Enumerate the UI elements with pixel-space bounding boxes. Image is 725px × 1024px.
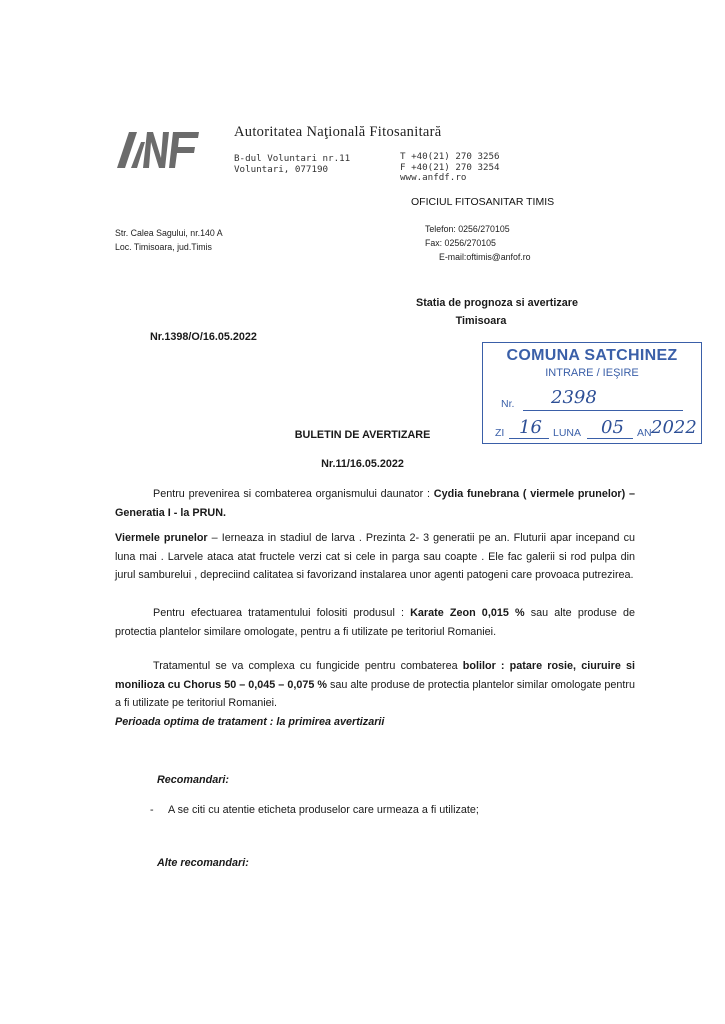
- stamp-title: COMUNA SATCHINEZ: [506, 347, 678, 364]
- stamp-nr-line: [523, 410, 683, 411]
- office-street: Str. Calea Sagului, nr.140 A: [115, 228, 223, 238]
- registration-number: Nr.1398/O/16.05.2022: [150, 331, 257, 343]
- station-name: [416, 294, 579, 330]
- stamp-luna-label: LUNA: [553, 427, 582, 439]
- recommendations-title: Recomandari:: [157, 774, 229, 786]
- authority-web: www.anfdf.ro: [400, 172, 467, 183]
- p2-pest-name: Viermele prunelor: [115, 532, 208, 544]
- office-contact: [425, 222, 531, 264]
- stamp-nr-value: 2398: [551, 387, 597, 408]
- p4-rest: sau alte produse de protectia plantelor similar omologate pentru a fi utilizate pe teritoriul Romaniei.: [115, 678, 635, 709]
- office-fax: Fax: 0256/270105: [425, 238, 496, 248]
- authority-address: [234, 154, 350, 175]
- office-phone: Telefon: 0256/270105: [425, 224, 510, 234]
- bulletin-title: BULETIN DE AVERTIZARE: [294, 429, 431, 441]
- stamp-an-value: 2022: [651, 417, 697, 438]
- stamp-nr-label: Nr.: [501, 398, 515, 410]
- p4-diseases: bolilor : patare rosie, ciuruire si monilioza cu Chorus 50 – 0,045 – 0,075 %: [115, 660, 635, 691]
- bullet-dash: -: [150, 804, 154, 816]
- p2-text: – Ierneaza in stadiul de larva . Prezinta 2- 3 generatii pe an. Fluturii apar incepand cu luna mai . Larvele ataca atat fructele verzi cat si cele in parga sau coapte . Ele fac galerii si rod pulpa din jurul samburelui , depreciind calitatea si favorizand instalarea unor agenti patogeni care provoaca putrezirea.: [115, 532, 635, 581]
- stamp-zi-value: 16: [519, 417, 542, 438]
- paragraph-treatment: [115, 604, 635, 641]
- office-city: Loc. Timisoara, jud.Timis: [115, 242, 212, 252]
- stamp-an-label: AN: [637, 427, 652, 439]
- authority-contact: [400, 152, 500, 184]
- authority-fax: F +40(21) 270 3254: [400, 161, 500, 173]
- station-line-1: Statia de prognoza si avertizare: [416, 297, 579, 309]
- office-address: [115, 226, 223, 254]
- p4-text: Tratamentul se va complexa cu fungicide pentru combaterea: [153, 660, 463, 672]
- authority-phone: T +40(21) 270 3256: [400, 151, 500, 162]
- p3-text: Pentru efectuarea tratamentului folositi produsul :: [153, 607, 411, 619]
- p1-organism: Cydia funebrana ( viermele prunelor) – Generatia I - la PRUN.: [115, 488, 635, 519]
- recommendation-text: A se citi cu atentie eticheta produselor care urmeaza a fi utilizate;: [168, 804, 479, 816]
- recommendation-item: [150, 804, 479, 816]
- anf-logo: [117, 128, 201, 172]
- stamp-luna-value: 05: [601, 417, 624, 438]
- paragraph-organism: [115, 485, 635, 522]
- authority-name: Autoritatea Naţională Fitosanitară: [234, 124, 442, 140]
- other-recommendations-title: Alte recomandari:: [157, 857, 249, 869]
- stamp-zi-label: ZI: [495, 427, 505, 439]
- p3-product: Karate Zeon 0,015 %: [410, 607, 525, 619]
- address-line-2: Voluntari, 077190: [234, 163, 329, 175]
- address-line-1: B-dul Voluntari nr.11: [234, 153, 351, 164]
- office-name: OFICIUL FITOSANITAR TIMIS: [411, 196, 555, 208]
- treatment-period: Perioada optima de tratament : la primirea avertizarii: [115, 716, 385, 728]
- paragraph-description: [115, 529, 635, 585]
- stamp-subtitle: INTRARE / IEŞIRE: [545, 367, 639, 379]
- bulletin-number: Nr.11/16.05.2022: [321, 458, 404, 470]
- p1-text: Pentru prevenirea si combaterea organismului daunator :: [153, 488, 434, 500]
- station-line-2: Timisoara: [455, 315, 507, 327]
- office-email: E-mail:oftimis@anfof.ro: [439, 252, 531, 262]
- paragraph-fungicide: [115, 657, 635, 713]
- p3-rest: sau alte produse de protectia plantelor similare omologate, pentru a fi utilizate pe teritoriul Romaniei.: [115, 607, 635, 638]
